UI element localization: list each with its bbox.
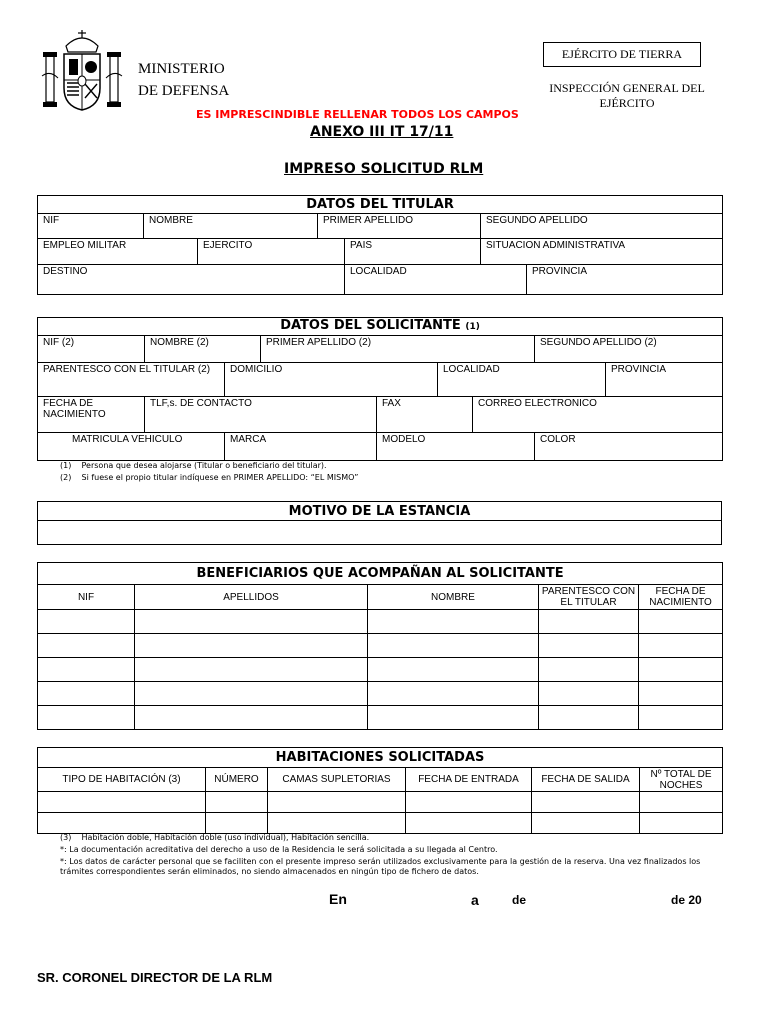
inspection-line-1: INSPECCIÓN GENERAL DEL (549, 81, 705, 95)
table-cell[interactable] (639, 682, 723, 706)
solicitante-provincia-field[interactable]: PROVINCIA (606, 363, 723, 397)
table-cell[interactable] (268, 813, 406, 834)
col-header-fecha-nac: FECHA DE NACIMIENTO (639, 585, 723, 610)
col-header-entrada: FECHA DE ENTRADA (406, 768, 532, 792)
titular-section-title: DATOS DEL TITULAR (38, 196, 723, 214)
table-cell[interactable] (368, 634, 539, 658)
habitaciones-note-2 (60, 845, 498, 855)
table-cell[interactable] (368, 706, 539, 730)
note-number: *: (60, 857, 67, 866)
col-header-parentesco: PARENTESCO CON EL TITULAR (539, 585, 639, 610)
place-label: En (329, 891, 347, 907)
annex-title: ANEXO III IT 17/11 (310, 124, 454, 140)
beneficiarios-section-title: BENEFICIARIOS QUE ACOMPAÑAN AL SOLICITANTE (38, 563, 723, 585)
col-header-nif: NIF (38, 585, 135, 610)
table-cell[interactable] (135, 634, 368, 658)
solicitante-localidad-field[interactable]: LOCALIDAD (438, 363, 606, 397)
col-header-camas: CAMAS SUPLETORIAS (268, 768, 406, 792)
table-row (38, 792, 723, 813)
titular-nif-field[interactable]: NIF (38, 214, 144, 239)
col-header-nombre: NOMBRE (368, 585, 539, 610)
solicitante-nif-field[interactable]: NIF (2) (38, 336, 145, 363)
note-number: (2) (60, 473, 72, 482)
solicitante-correo-field[interactable]: CORREO ELECTRONICO (473, 397, 723, 433)
solicitante-nombre-field[interactable]: NOMBRE (2) (145, 336, 261, 363)
table-cell[interactable] (532, 813, 640, 834)
inspection-label (535, 81, 719, 111)
titular-localidad-field[interactable]: LOCALIDAD (345, 265, 527, 295)
titular-nombre-field[interactable]: NOMBRE (144, 214, 318, 239)
solicitante-parentesco-field[interactable]: PARENTESCO CON EL TITULAR (2) (38, 363, 225, 397)
table-cell[interactable] (38, 682, 135, 706)
solicitante-matricula-field[interactable]: MATRICULA VEHICULO (38, 433, 225, 461)
habitaciones-note-3 (60, 857, 722, 877)
table-cell[interactable] (38, 792, 206, 813)
table-cell[interactable] (38, 706, 135, 730)
coat-of-arms-icon (38, 26, 126, 114)
table-row (38, 706, 723, 730)
ministry-line-1: MINISTERIO (138, 61, 225, 77)
table-cell[interactable] (206, 792, 268, 813)
titular-provincia-field[interactable]: PROVINCIA (527, 265, 723, 295)
table-cell[interactable] (539, 682, 639, 706)
table-cell[interactable] (406, 813, 532, 834)
solicitante-marca-field[interactable]: MARCA (225, 433, 377, 461)
note-text: Los datos de carácter personal que se faciliten con el presente impreso serán utilizados exclusivamente para la gestión de la reserva. Una vez finalizados los trámites correspondientes serán eliminados, no siendo almacenados en ningún tipo de fichero de datos. (60, 857, 701, 876)
table-cell[interactable] (38, 813, 206, 834)
habitaciones-note-1 (60, 833, 369, 843)
inspection-line-2: EJÉRCITO (599, 96, 655, 110)
table-cell[interactable] (268, 792, 406, 813)
motivo-section-title: MOTIVO DE LA ESTANCIA (38, 502, 722, 521)
date-a-label: a (471, 892, 479, 908)
date-de-label: de (512, 893, 527, 907)
titular-pais-field[interactable]: PAIS (345, 239, 481, 265)
table-cell[interactable] (539, 706, 639, 730)
solicitante-fecha-nac-field[interactable]: FECHA DE NACIMIENTO (38, 397, 145, 433)
table-cell[interactable] (38, 634, 135, 658)
col-header-apellidos: APELLIDOS (135, 585, 368, 610)
solicitante-segundo-apellido-field[interactable]: SEGUNDO APELLIDO (2) (535, 336, 723, 363)
solicitante-domicilio-field[interactable]: DOMICILIO (225, 363, 438, 397)
mandatory-fields-warning: ES IMPRESCINDIBLE RELLENAR TODOS LOS CAMPOS (196, 108, 519, 121)
solicitante-note-2 (60, 473, 358, 483)
note-text: Si fuese el propio titular indíquese en PRIMER APELLIDO: “EL MISMO” (81, 473, 359, 482)
table-cell[interactable] (206, 813, 268, 834)
note-number: *: (60, 845, 67, 854)
col-header-tipo: TIPO DE HABITACIÓN (3) (38, 768, 206, 792)
titular-ejercito-field[interactable]: EJERCITO (198, 239, 345, 265)
solicitante-fax-field[interactable]: FAX (377, 397, 473, 433)
solicitante-telefono-field[interactable]: TLF,s. DE CONTACTO (145, 397, 377, 433)
titular-destino-field[interactable]: DESTINO (38, 265, 345, 295)
note-number: (1) (60, 461, 72, 470)
table-row (38, 813, 723, 834)
table-cell[interactable] (640, 792, 723, 813)
titular-situacion-field[interactable]: SITUACION ADMINISTRATIVA (481, 239, 723, 265)
beneficiarios-table (37, 562, 723, 730)
table-cell[interactable] (539, 634, 639, 658)
ministry-line-2: DE DEFENSA (138, 83, 230, 99)
habitaciones-table (37, 747, 723, 834)
table-row (38, 634, 723, 658)
solicitante-title-text: DATOS DEL SOLICITANTE (280, 318, 461, 333)
year-label: de 20 (671, 893, 702, 907)
table-cell[interactable] (640, 813, 723, 834)
table-cell[interactable] (639, 634, 723, 658)
motivo-input[interactable] (38, 521, 722, 545)
table-cell[interactable] (368, 658, 539, 682)
note-number: (3) (60, 833, 72, 842)
table-row (38, 658, 723, 682)
col-header-numero: NÚMERO (206, 768, 268, 792)
ministry-name (138, 58, 229, 102)
table-cell[interactable] (38, 610, 135, 634)
table-cell[interactable] (38, 658, 135, 682)
table-cell[interactable] (539, 658, 639, 682)
solicitante-table (37, 317, 723, 461)
col-header-noches: Nº TOTAL DE NOCHES (640, 768, 723, 792)
titular-segundo-apellido-field[interactable]: SEGUNDO APELLIDO (481, 214, 723, 239)
solicitante-section-title (38, 318, 723, 336)
army-box: EJÉRCITO DE TIERRA (543, 42, 701, 67)
note-text: Persona que desea alojarse (Titular o beneficiario del titular). (81, 461, 327, 470)
solicitante-primer-apellido-field[interactable]: PRIMER APELLIDO (2) (261, 336, 535, 363)
table-cell[interactable] (639, 658, 723, 682)
habitaciones-section-title: HABITACIONES SOLICITADAS (38, 748, 723, 768)
table-cell[interactable] (532, 792, 640, 813)
solicitante-modelo-field[interactable]: MODELO (377, 433, 535, 461)
solicitante-note-1 (60, 461, 327, 471)
note-text: La documentación acreditativa del derecho a uso de la Residencia le será solicitada a su llegada al Centro. (69, 845, 498, 854)
addressee: SR. CORONEL DIRECTOR DE LA RLM (37, 970, 273, 985)
titular-empleo-field[interactable]: EMPLEO MILITAR (38, 239, 198, 265)
table-cell[interactable] (406, 792, 532, 813)
table-cell[interactable] (368, 682, 539, 706)
table-cell[interactable] (539, 610, 639, 634)
table-row (38, 682, 723, 706)
table-cell[interactable] (135, 706, 368, 730)
table-cell[interactable] (639, 706, 723, 730)
table-cell[interactable] (135, 658, 368, 682)
table-cell[interactable] (368, 610, 539, 634)
table-cell[interactable] (639, 610, 723, 634)
table-cell[interactable] (135, 682, 368, 706)
form-title: IMPRESO SOLICITUD RLM (284, 161, 484, 177)
solicitante-color-field[interactable]: COLOR (535, 433, 723, 461)
note-text: Habitación doble, Habitación doble (uso individual), Habitación sencilla. (81, 833, 370, 842)
motivo-table (37, 501, 722, 545)
table-cell[interactable] (135, 610, 368, 634)
titular-table (37, 195, 723, 295)
solicitante-title-note: (1) (465, 322, 480, 332)
table-row (38, 610, 723, 634)
col-header-salida: FECHA DE SALIDA (532, 768, 640, 792)
titular-primer-apellido-field[interactable]: PRIMER APELLIDO (318, 214, 481, 239)
